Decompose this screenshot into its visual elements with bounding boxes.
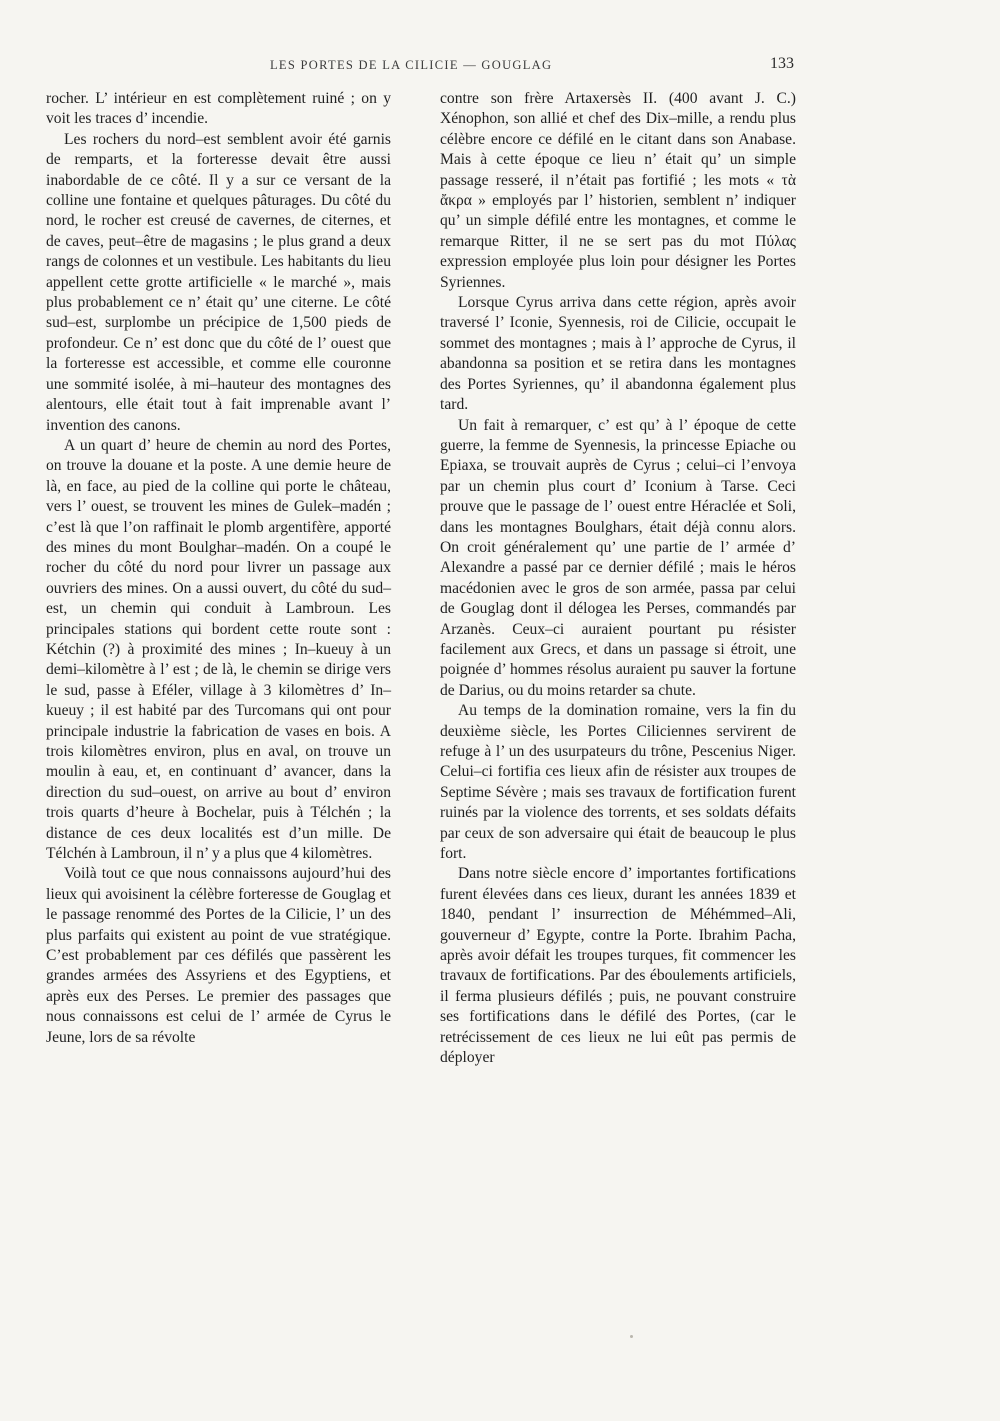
paragraph: Au temps de la domination romaine, vers la fin du deuxième siècle, les Portes Ciliciennes servirent de refuge à l’ un des usurpateurs du trône, Pescenius Niger. Celui–ci fortifia ces lieux afin de résister aux troupes de Septime Sévère ; mais ses travaux de fortification furent ruinés par la violence des torrents, et ses soldats défaits par ceux de son adversaire qui était de beaucoup le plus fort. [440,702,796,863]
page-number: 133 [770,55,794,72]
paragraph: Un fait à remarquer, c’ est qu’ à l’ époque de cette guerre, la femme de Syennesis, la princesse Epiache ou Epiaxa, se trouvait auprès de Cyrus ; celui–ci l’envoya par un chemin plus court d’ Iconium à Tarse. Ceci prouve que le passage de l’ ouest entre Héraclée et Soli, dans les montagnes Boulghars, était déjà connu alors. On croit généralement qu’ une partie de l’ armée d’ Alexandre a passé par ce dernier défilé ; mais le héros macédonien avec le gros de son armée, passa par celui de Gouglag dont il délogea les Perses, commandés par Arzanès. Ceux–ci auraient pourtant pu résister facilement aux Grecs, et dans un passage si étroit, une poignée d’ hommes résolus auraient pu sauver la fortune de Darius, ou du moins retarder sa chute. [440,416,796,699]
left-column [46,89,391,1048]
paragraph: Voilà tout ce que nous connaissons aujourd’hui des lieux qui avoisinent la célèbre forteresse de Gouglag et le passage renommé des Portes de la Cilicie, l’ un des plus parfaits qui existent au point de vue stratégique. C’est probablement par ces défilés que passèrent les grandes armées des Assyriens et des Egyptiens, et après eux des Perses. Le premier des passages que nous connaissons est celui de l’ armée de Cyrus le Jeune, lors de sa révolte [46,865,391,1046]
paragraph: Lorsque Cyrus arriva dans cette région, après avoir traversé l’ Iconie, Syennesis, roi de Cilicie, occupait le sommet des montagnes ; mais à l’ approche de Cyrus, il abandonna sa position et se retira dans les montagnes des Portes Syriennes, qu’ il abandonna également plus tard. [440,294,796,414]
running-head: LES PORTES DE LA CILICIE — GOUGLAG [270,58,553,72]
right-column [440,89,796,1069]
paragraph: Dans notre siècle encore d’ importantes fortifications furent élevées dans ces lieux, durant les années 1839 et 1840, pendant l’ insurrection de Méhémmed–Ali, gouverneur d’ Egypte, contre la Porte. Ibrahim Pacha, après avoir défait les troupes turques, fit commencer les travaux de fortifications. Par des éboulements artificiels, il ferma plusieurs défilés ; puis, ne pouvant construire ses fortifications dans le défilé des Portes, (car le retrécissement de ces lieux ne lui eût pas permis de déployer [440,865,796,1067]
paragraph: A un quart d’ heure de chemin au nord des Portes, on trouve la douane et la poste. A une demie heure de là, en face, au pied de la colline qui porte le château, vers l’ ouest, se trouvent les mines de Gulek–madén ; c’est là que l’on raffinait le plomb argentifère, apporté des mines du mont Boulghar–madén. On a coupé le rocher du côté du nord pour livrer un passage aux ouvriers des mines. On a aussi ouvert, du côté du sud–est, un chemin qui conduit à Lambroun. Les principales stations qui bordent cette route sont : Kétchin (?) à proximité des mines ; In–kueuy à un demi–kilomètre à l’ est ; de là, le chemin se dirige vers le sud, passe à Eféler, village à 3 kilomètres d’ In–kueuy ; il est habité par des Turcomans qui ont pour principale industrie la fabrication de vases en bois. A trois kilomètres environ, plus en aval, on trouve un moulin à eau, et, en continuant d’ avancer, dans la direction du sud–ouest, on arrive au bout d’ environ trois quarts d’heure à Bochelar, puis à Télchén ; la distance de ces deux localités est d’un mille. De Télchén à Lambroun, il n’ y a plus que 4 kilomètres. [46,436,391,863]
paper-speck [630,1335,633,1338]
paragraph: Les rochers du nord–est semblent avoir été garnis de remparts, et la forteresse devait être aussi inabordable de ce côté. Il y a sur ce versant de la colline une fontaine et quelques pâturages. Du côté du nord, le rocher est creusé de cavernes, de citernes, et de caves, peut–être de magasins ; le plus grand a deux rangs de colonnes et un vestibule. Les habitants du lieu appellent cette grotte artificielle « le marché », mais plus probablement ce n’ était qu’ une citerne. Le côté sud–est, surplombe un précipice de 1,500 pieds de profondeur. Ce n’ est donc que du côté de l’ ouest que la forteresse est accessible, et comme elle couronne une sommité isolée, à mi–hauteur des montagnes des alentours, elle était tout à fait imprenable avant l’ invention des canons. [46,130,391,434]
paragraph: contre son frère Artaxersès II. (400 avant J. C.) Xénophon, son allié et chef des Dix–mille, a rendu plus célèbre encore ce défilé en le citant dans son Anabase. Mais à cette époque ce lieu n’ était qu’ un simple passage resseré, il n’était pas fortifié ; les mots « τὰ ἄκρα » employés par l’ historien, semblent n’ indiquer qu’ un simple défilé entre les montagnes, et comme le remarque Ritter, il ne se sert pas du mot Πύλας expression employée plus loin pour désigner les Portes Syriennes. [440,90,796,291]
page-header [0,55,1000,82]
paragraph: rocher. L’ intérieur en est complètement ruiné ; on y voit les traces d’ incendie. [46,90,391,128]
